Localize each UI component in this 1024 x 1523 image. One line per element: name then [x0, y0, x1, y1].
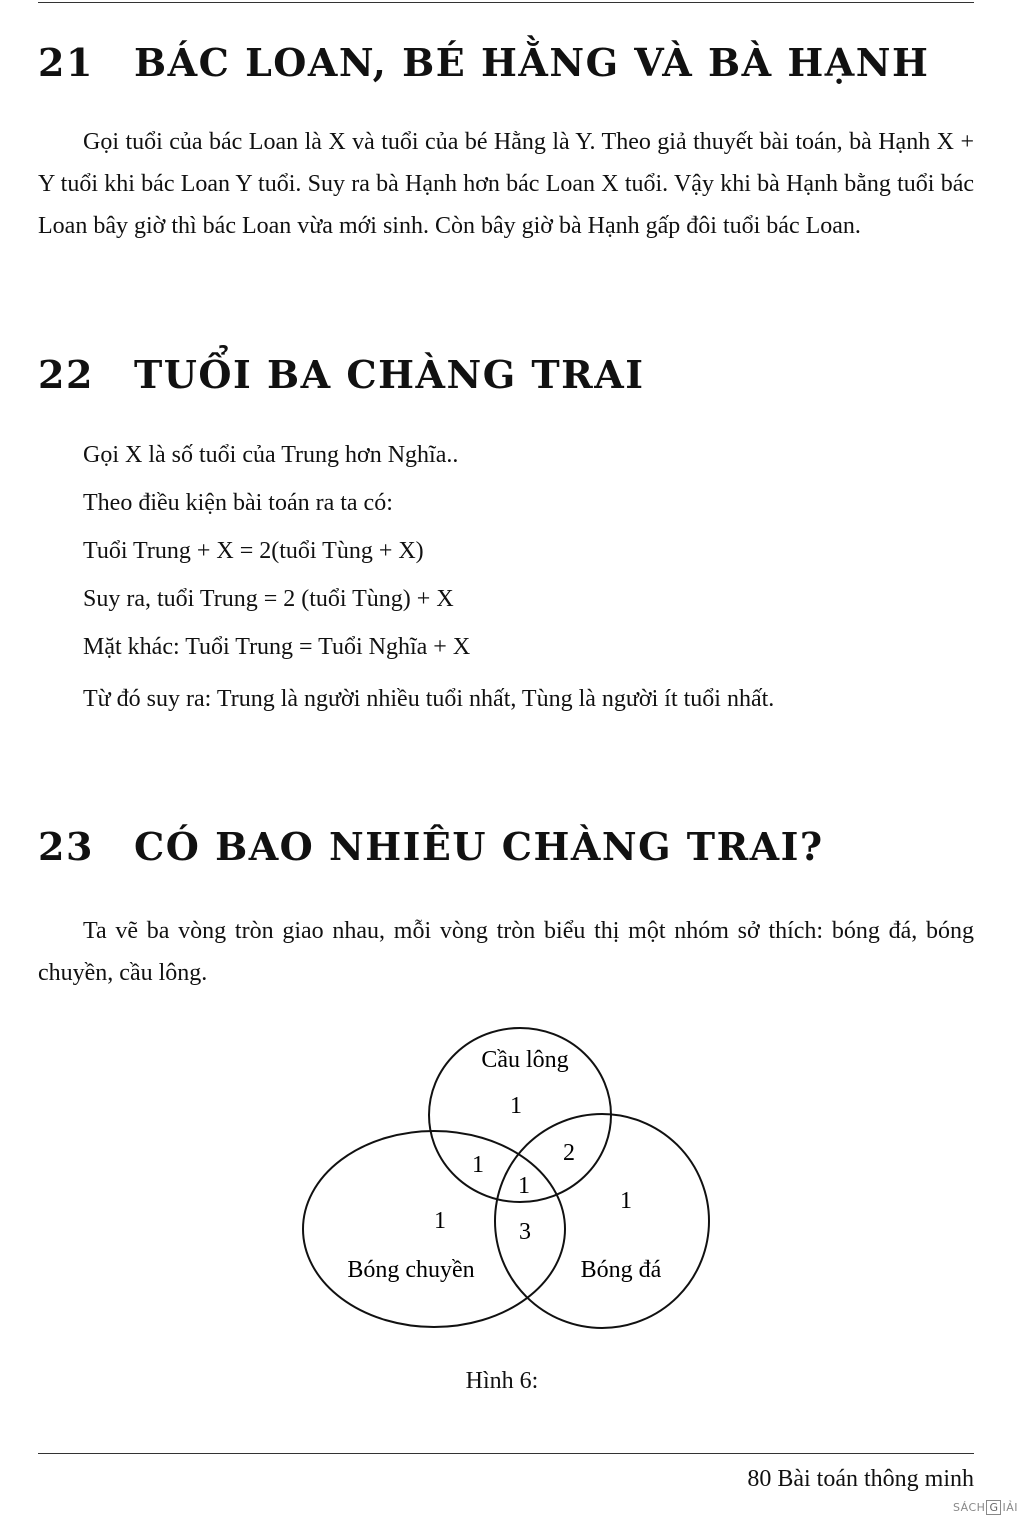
bottom-rule	[38, 1453, 974, 1454]
watermark-right: IẢI	[1002, 1501, 1018, 1514]
region-badminton-volleyball: 1	[472, 1152, 484, 1178]
region-volleyball-only: 1	[434, 1208, 446, 1234]
section-title: BÁC LOAN, BÉ HẰNG VÀ BÀ HẠNH	[134, 40, 930, 85]
region-all-three: 1	[518, 1173, 530, 1199]
section-title: TUỔI BA CHÀNG TRAI	[134, 352, 645, 397]
watermark	[953, 1500, 1018, 1515]
section-21-paragraph: Gọi tuổi của bác Loan là X và tuổi của bé Hằng là Y. Theo giả thuyết bài toán, bà Hạnh X + Y tuổi khi bác Loan Y tuổi. Suy ra bà Hạnh hơn bác Loan X tuổi. Vậy khi bà Hạnh bằng tuổi bác Loan bây giờ thì bác Loan vừa mới sinh. Còn bây giờ bà Hạnh gấp đôi tuổi bác Loan.	[38, 129, 974, 239]
watermark-mark: G	[986, 1500, 1001, 1515]
section-22-line: Tuổi Trung + X = 2(tuổi Tùng + X)	[83, 538, 424, 564]
region-football-only: 1	[620, 1188, 632, 1214]
football-label: Bóng đá	[580, 1257, 662, 1283]
region-volleyball-football: 3	[519, 1219, 531, 1245]
section-22-line: Theo điều kiện bài toán ra ta có:	[83, 490, 393, 516]
section-22-conclusion: Từ đó suy ra: Trung là người nhiều tuổi nhất, Tùng là người ít tuổi nhất.	[83, 686, 775, 712]
section-number: 21	[38, 40, 94, 85]
section-22-line: Mặt khác: Tuổi Trung = Tuổi Nghĩa + X	[83, 634, 471, 660]
badminton-label: Cầu lông	[481, 1047, 569, 1073]
section-23-paragraph: Ta vẽ ba vòng tròn giao nhau, mỗi vòng tròn biểu thị một nhóm sở thích: bóng đá, bóng chuyền, cầu lông.	[38, 918, 974, 986]
volleyball-label: Bóng chuyền	[347, 1257, 475, 1283]
figure-caption: Hình 6:	[465, 1368, 539, 1394]
region-badminton-football: 2	[563, 1140, 575, 1166]
section-title: CÓ BAO NHIÊU CHÀNG TRAI?	[134, 824, 824, 869]
watermark-left: SÁCH	[952, 1501, 986, 1514]
region-badminton-only: 1	[510, 1093, 522, 1119]
section-number: 23	[38, 824, 94, 869]
section-number: 22	[38, 352, 94, 397]
section-22-line: Gọi X là số tuổi của Trung hơn Nghĩa..	[83, 442, 459, 468]
section-22-line: Suy ra, tuổi Trung = 2 (tuổi Tùng) + X	[83, 586, 454, 612]
page-footer: 80 Bài toán thông minh	[747, 1466, 974, 1492]
